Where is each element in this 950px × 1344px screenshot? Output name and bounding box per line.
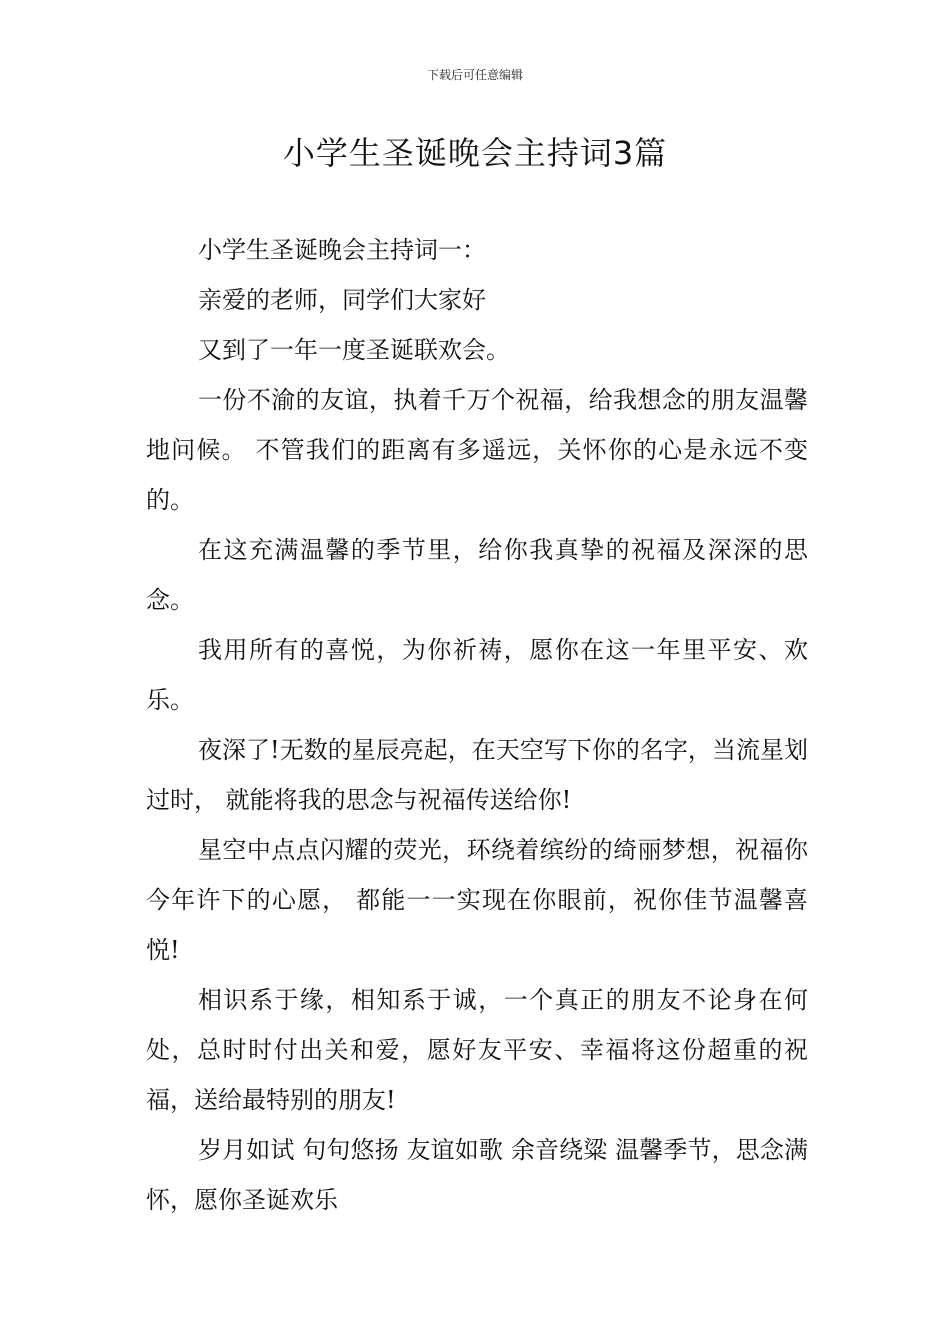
paragraph: 相识系于缘，相知系于诚，一个真正的朋友不论身在何处，总时时付出关和爱，愿好友平安、幸福将这份超重的祝福，送给最特别的朋友! <box>146 986 808 1114</box>
paragraph: 在这充满温馨的季节里，给你我真挚的祝福及深深的思念。 <box>146 536 808 614</box>
paragraph: 亲爱的老师，同学们大家好 <box>198 286 486 314</box>
document-title: 小学生圣诞晚会主持词3篇 <box>282 134 668 172</box>
paragraph: 我用所有的喜悦，为你祈祷，愿你在这一年里平安、欢乐。 <box>146 636 808 714</box>
paragraph: 一份不渝的友谊，执着千万个祝福，给我想念的朋友温馨地问候。 不管我们的距离有多遥远，关怀你的心是永远不变的。 <box>146 386 808 514</box>
paragraph: 小学生圣诞晚会主持词一： <box>198 236 486 264</box>
paragraph: 星空中点点闪耀的荧光，环绕着缤纷的绮丽梦想，祝福你今年许下的心愿， 都能一一实现在你眼前，祝你佳节温馨喜悦! <box>146 836 808 964</box>
document-body <box>146 225 808 1225</box>
paragraph: 岁月如试 句句悠扬 友谊如歌 余音绕粱 温馨季节，思念满怀，愿你圣诞欢乐 <box>146 1136 808 1214</box>
paragraph: 夜深了!无数的星辰亮起，在天空写下你的名字，当流星划过时， 就能将我的思念与祝福传送给你! <box>146 736 808 814</box>
header-note: 下载后可任意编辑 <box>426 68 523 82</box>
paragraph: 又到了一年一度圣诞联欢会。 <box>198 336 510 364</box>
